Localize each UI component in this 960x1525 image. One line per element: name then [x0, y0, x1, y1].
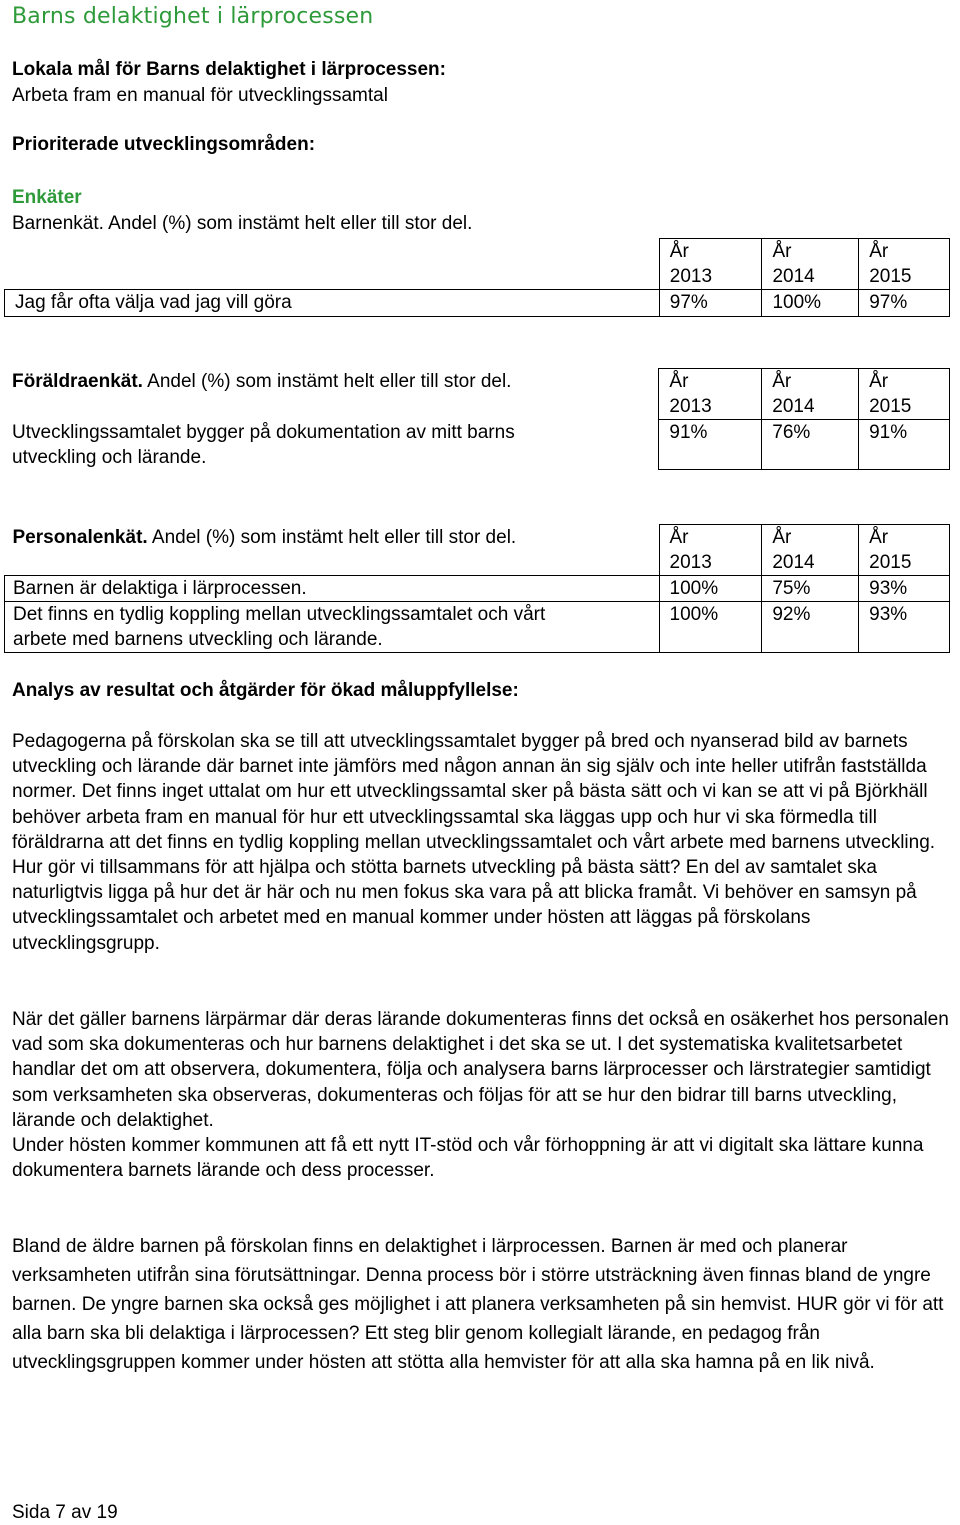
analysis-paragraph-4: Bland de äldre barnen på förskolan finns en delaktighet i lärprocessen. Barnen är med och planerar verksamheten utifrån sina förutsättningar. Denna process bör i större utsträckning även finnas bland de yngre barnen. De yngre barnen ska också ges möjlighet i att planera verksamheten på sin hemvist. HUR gör vi för att alla barn ska bli delaktiga i lärprocessen? Ett steg blir genom kollegialt lärande, en pedagog från utvecklingsgruppen kommer under hösten att stötta alla hemvister för att alla ska hamna på en lik nivå. — [12, 1236, 944, 1373]
value-cell: 97% — [659, 290, 762, 317]
table-row — [5, 290, 950, 317]
value-cell: 91% — [659, 420, 762, 470]
year-header-2015: År 2015 — [859, 239, 950, 290]
child-survey-caption: Barnenkät. Andel (%) som instämt helt eller till stor del. — [12, 213, 473, 234]
value-cell: 76% — [762, 420, 859, 470]
year-header-2014: År 2014 — [762, 239, 859, 290]
value-cell: 100% — [659, 602, 762, 653]
value-cell: 92% — [762, 602, 859, 653]
table-row — [5, 602, 950, 653]
value-cell: 93% — [859, 576, 950, 602]
year-header-2013: År 2013 — [659, 369, 762, 420]
priorities-heading: Prioriterade utvecklingsområden: — [12, 134, 316, 155]
table-header-row — [5, 239, 950, 290]
value-cell: 93% — [859, 602, 950, 653]
year-header-2015: År 2015 — [859, 525, 950, 576]
parent-survey-caption: Föräldraenkät. Andel (%) som instämt helt eller till stor del. — [12, 370, 512, 392]
staff-survey-caption: Personalenkät. Andel (%) som instämt helt eller till stor del. — [12, 526, 517, 548]
analysis-paragraph-2: När det gäller barnens lärpärmar där deras lärande dokumenteras finns det också en osäkerhet hos personalen vad som ska dokumenteras och hur barnens delaktighet i det ska se ut. I det systematiska kvalitetsarbetet handlar det om att observera, dokumentera, följa och analysera barns lärprocesser och lärstrategier samtidigt som verksamheten ska observeras, dokumenteras och följas för att se hur den bidrar till barns utveckling, lärande och delaktighet. — [12, 1009, 949, 1131]
value-cell: 100% — [659, 576, 762, 602]
analysis-paragraph-1: Pedagogerna på förskolan ska se till att utvecklingssamtalet bygger på bred och nyanserad bild av barnets utveckling och lärande där barnet inte jämförs med någon annan än sig själv och inte heller utifrån fastställda normer. Det finns inget uttalat om hur ett utvecklingssamtal sker på bästa sätt och vi kan se att vi på Björkhäll behöver arbeta fram en manual för hur ett utvecklingssamtal ska läggas upp och hur vi ska förmedla till föräldrarna att det finns en tydlig koppling mellan utvecklingssamtalet och vårt arbete med barnens utveckling. Hur gör vi tillsammans för att hjälpa och stötta barnets utveckling på bästa sätt? En del av samtalet ska naturligtvis ligga på hur det är här och nu men fokus ska vara på att blicka framåt. Vi behöver en samsyn på utvecklingssamtalet och arbetet med en manual kommer under hösten att läggas på förskolans utvecklingsgrupp. — [12, 731, 936, 954]
year-header-2015: År 2015 — [859, 369, 950, 420]
year-header-2013: År 2013 — [659, 525, 762, 576]
year-header-2014: År 2014 — [762, 525, 859, 576]
table-header-row — [4, 369, 950, 420]
child-survey-table — [4, 238, 950, 317]
table-row — [4, 420, 950, 470]
analysis-heading: Analys av resultat och åtgärder för ökad måluppfyllelse: — [12, 680, 519, 701]
staff-survey-table — [4, 524, 950, 653]
page-number: Sida 7 av 19 — [12, 1502, 118, 1523]
question-cell: Utvecklingssamtalet bygger på dokumentation av mitt barns utveckling och lärande. — [12, 421, 515, 468]
value-cell: 97% — [859, 290, 950, 317]
value-cell: 91% — [859, 420, 950, 470]
surveys-heading: Enkäter — [12, 187, 82, 208]
question-cell: Barnen är delaktiga i lärprocessen. — [5, 576, 660, 602]
year-header-2013: År 2013 — [659, 239, 762, 290]
year-header-2014: År 2014 — [762, 369, 859, 420]
goals-text: Arbeta fram en manual för utvecklingssamtal — [12, 85, 388, 106]
question-cell: Jag får ofta välja vad jag vill göra — [5, 290, 660, 317]
question-cell: Det finns en tydlig koppling mellan utvecklingssamtalet och vårt arbete med barnens utveckling och lärande. — [5, 602, 660, 653]
parent-survey-table — [4, 368, 950, 470]
page-title: Barns delaktighet i lärprocessen — [12, 4, 374, 29]
table-row — [5, 576, 950, 602]
analysis-paragraph-3: Under hösten kommer kommunen att få ett nytt IT-stöd och vår förhoppning är att vi digitalt ska lättare kunna dokumentera barnets lärande och dess processer. — [12, 1135, 924, 1182]
value-cell: 75% — [762, 576, 859, 602]
table-header-row — [5, 525, 950, 576]
value-cell: 100% — [762, 290, 859, 317]
goals-heading: Lokala mål för Barns delaktighet i lärprocessen: — [12, 59, 446, 80]
